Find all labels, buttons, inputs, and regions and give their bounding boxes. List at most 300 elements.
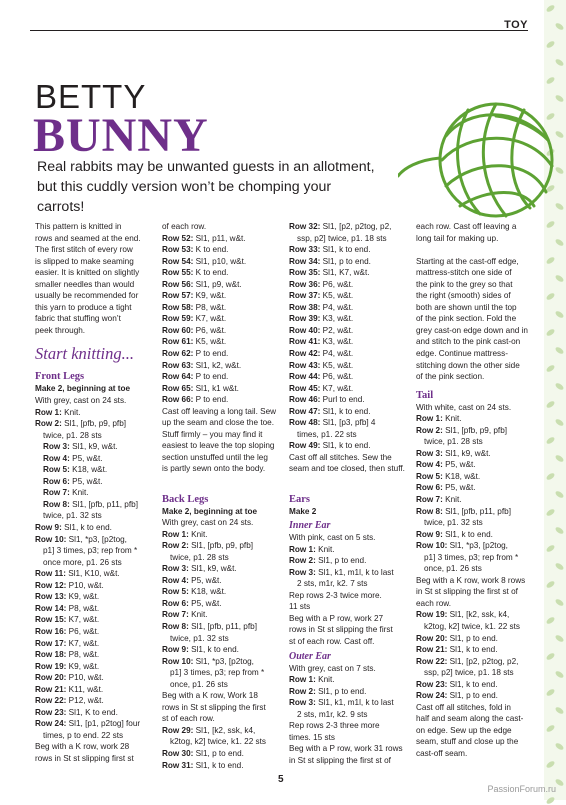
- body-text-line: seam, stuff and close up the: [416, 737, 519, 747]
- pattern-row: [162, 256, 290, 268]
- row-instruction: Sl1, K7, w&t.: [320, 268, 370, 278]
- row-instruction: Sl1, K10, w&t.: [65, 569, 120, 579]
- standfirst-line-1: Real rabbits may be unwanted guests in an allotment,: [37, 159, 375, 175]
- row-instruction: Sl1, *p3, [p2tog,: [193, 656, 254, 666]
- row-instruction: P to end.: [193, 372, 229, 382]
- row-label: Row 7:: [43, 488, 70, 498]
- body-text-line: Stuff firmly – you may find it: [162, 429, 263, 439]
- row-instruction: Sl1, p to end.: [447, 633, 498, 643]
- row-label: Row 55:: [162, 268, 194, 278]
- body-text-line: With white, cast on 24 sts.: [416, 402, 512, 412]
- row-instruction: Sl1, p to end.: [320, 256, 371, 266]
- pattern-row: [289, 371, 417, 383]
- row-instruction: Sl1, [pfb, p11, pfb]: [442, 506, 511, 516]
- pattern-row: [162, 621, 290, 633]
- pattern-row: [416, 482, 544, 494]
- row-label: Row 21:: [416, 645, 448, 655]
- row-label: Row 38:: [289, 302, 321, 312]
- row-label: Row 4:: [43, 453, 70, 463]
- body-text-line: in St st slipping the first st of: [289, 755, 391, 765]
- leaf-icon: [545, 724, 555, 733]
- pattern-row: [162, 383, 290, 395]
- pattern-row: [162, 244, 290, 256]
- row-instruction: K9, w&t.: [66, 592, 100, 602]
- pattern-row: [162, 267, 290, 279]
- header-rule: [30, 30, 528, 31]
- row-label: Row 4:: [416, 460, 443, 470]
- row-instruction: P6, w&t.: [66, 626, 100, 636]
- row-instruction: Sl1, [p3, pfb] 4: [320, 418, 376, 428]
- pattern-row: [416, 494, 544, 506]
- row-instruction: Sl1, k to end.: [188, 645, 239, 655]
- row-label: Row 1:: [289, 544, 316, 554]
- pattern-row: [162, 290, 290, 302]
- column-3: [289, 221, 417, 766]
- body-text-line: this yarn to produce a tight: [35, 302, 132, 312]
- leaf-icon: [554, 310, 564, 319]
- pattern-row: [162, 656, 290, 668]
- body-text-line: once, p1. 26 sts: [424, 564, 482, 574]
- row-label: Row 3:: [289, 567, 316, 577]
- pattern-row: [162, 394, 290, 406]
- body-text-line: Starting at the cast-off edge,: [416, 256, 519, 266]
- pattern-row: [162, 598, 290, 610]
- row-label: Row 1:: [289, 675, 316, 685]
- row-instruction: Knit.: [442, 494, 462, 504]
- row-label: Row 39:: [289, 314, 321, 324]
- pattern-heading: Front Legs: [35, 371, 85, 383]
- pattern-row: [162, 279, 290, 291]
- row-label: Row 33:: [289, 245, 321, 255]
- row-label: Row 37:: [289, 291, 321, 301]
- pattern-row: [416, 459, 544, 471]
- row-instruction: P6, w&t.: [193, 325, 227, 335]
- body-text-line: up the seam and close the toe.: [162, 418, 274, 428]
- spacer: [289, 475, 417, 487]
- pattern-row: [35, 418, 163, 430]
- row-instruction: P to end.: [193, 395, 229, 405]
- body-text-line: Beg with a K row, work 28: [35, 742, 130, 752]
- pattern-row: [35, 487, 163, 499]
- leaf-icon: [545, 400, 555, 409]
- row-label: Row 18:: [35, 650, 67, 660]
- row-instruction: P5, w&t.: [442, 460, 476, 470]
- row-instruction: Sl1, k1, m1l, k to last: [315, 567, 394, 577]
- row-label: Row 8:: [162, 622, 189, 631]
- pattern-row: [35, 441, 163, 453]
- pattern-row: [289, 279, 417, 291]
- body-text-line: 11 sts: [289, 602, 311, 612]
- pattern-row: [35, 591, 163, 603]
- row-label: Row 3:: [289, 698, 316, 708]
- row-label: Row 10:: [35, 534, 67, 544]
- section-label: TOY: [504, 19, 528, 31]
- row-instruction: P5, w&t.: [442, 483, 476, 493]
- body-text-line: the right (smooth) sides of: [416, 291, 511, 301]
- row-instruction: Knit.: [188, 610, 208, 620]
- row-instruction: P5, w&t.: [188, 575, 222, 585]
- row-instruction: Sl1, p to end.: [315, 686, 367, 696]
- row-label: Row 9:: [416, 529, 443, 539]
- leaf-icon: [554, 598, 564, 607]
- pattern-row: [35, 407, 163, 419]
- row-label: Row 59:: [162, 314, 194, 324]
- row-instruction: Sl1, p10, w&t.: [193, 256, 247, 266]
- leaf-icon: [554, 22, 564, 31]
- row-instruction: Sl1, [k2, ssk, k4,: [193, 725, 256, 735]
- row-label: Row 36:: [289, 279, 321, 289]
- body-text-line: twice, p1. 32 sts: [170, 633, 229, 643]
- pattern-row: [289, 555, 417, 567]
- leaf-icon: [554, 454, 564, 463]
- pattern-row: [289, 697, 417, 709]
- row-label: Row 48:: [289, 418, 321, 428]
- row-label: Row 5:: [43, 465, 70, 475]
- pattern-row: [416, 690, 544, 702]
- row-label: Row 45:: [289, 383, 321, 393]
- row-instruction: K11, w&t.: [66, 684, 104, 694]
- row-instruction: K5, w&t.: [320, 291, 354, 301]
- row-label: Row 15:: [35, 615, 67, 625]
- row-instruction: Sl1, *p3, [p2tog,: [447, 541, 508, 551]
- body-text-line: Rep rows 2-3 three more: [289, 721, 380, 731]
- body-text-line: and stitch to the pink cast-on: [416, 337, 521, 347]
- pattern-row: [289, 267, 417, 279]
- body-text-line: k2tog, k2] twice, k1. 22 sts: [170, 737, 267, 747]
- body-text-line: st of each row. Cast off.: [289, 637, 375, 646]
- row-label: Row 2:: [162, 541, 189, 551]
- body-text-line: usually be recommended for: [35, 291, 139, 301]
- pattern-row: [35, 649, 163, 661]
- body-text-line: With grey, cast on 7 sts.: [289, 663, 376, 673]
- pattern-row: [162, 371, 290, 383]
- body-text-line: This pattern is knitted in: [35, 222, 122, 231]
- row-label: Row 35:: [289, 268, 321, 278]
- body-text-line: times. 15 sts: [289, 732, 335, 742]
- pattern-row: [35, 603, 163, 615]
- pattern-row: [162, 644, 290, 656]
- row-label: Row 6:: [416, 483, 443, 493]
- row-instruction: Sl1, k to end.: [193, 760, 244, 770]
- row-label: Row 3:: [162, 564, 189, 574]
- body-text-line: each row. Cast off leaving a: [416, 222, 517, 231]
- pattern-row: [416, 540, 544, 552]
- row-label: Row 22:: [416, 656, 448, 666]
- body-text-line: stitching down the other side: [416, 360, 520, 370]
- pattern-row: [35, 684, 163, 696]
- row-label: Row 10:: [416, 541, 448, 551]
- pattern-row: [162, 725, 290, 737]
- row-label: Row 1:: [35, 407, 62, 417]
- row-label: Row 16:: [35, 626, 67, 636]
- standfirst: [37, 157, 377, 217]
- row-instruction: K to end.: [193, 268, 229, 278]
- body-text-line: twice, p1. 32 sts: [43, 511, 102, 521]
- row-instruction: Knit.: [442, 414, 462, 424]
- leaf-icon: [545, 76, 555, 85]
- row-label: Row 17:: [35, 638, 67, 648]
- row-label: Row 61:: [162, 337, 194, 347]
- row-label: Row 23:: [416, 679, 448, 689]
- pattern-row: [416, 506, 544, 518]
- make-instruction: Make 2, beginning at toe: [162, 506, 258, 516]
- row-instruction: Sl1, [pfb, p11, pfb]: [188, 622, 257, 631]
- body-text-line: Cast off all stitches, fold in: [416, 702, 511, 712]
- body-text-line: rows in St st slipping first st: [35, 753, 134, 763]
- row-instruction: Sl1, k to end.: [61, 523, 112, 533]
- pattern-row: [162, 540, 290, 552]
- leaf-icon: [554, 706, 564, 715]
- row-label: Row 31:: [162, 760, 194, 770]
- row-label: Row 2:: [289, 556, 316, 566]
- row-label: Row 52:: [162, 233, 194, 243]
- pattern-row: [289, 440, 417, 452]
- pattern-row: [289, 686, 417, 698]
- body-text-line: st of each row.: [162, 714, 215, 724]
- body-text-line: With grey, cast on 24 sts.: [35, 396, 127, 406]
- pattern-row: [289, 417, 417, 429]
- body-text-line: each row.: [416, 598, 452, 608]
- pattern-row: [35, 499, 163, 511]
- row-instruction: Sl1, k9, w&t.: [69, 442, 118, 452]
- body-text-line: The first stitch of every row: [35, 245, 133, 255]
- pattern-row: [289, 313, 417, 325]
- row-instruction: K7, w&t.: [320, 383, 354, 393]
- body-text-line: of each row.: [162, 222, 207, 231]
- row-label: Row 3:: [416, 448, 443, 458]
- row-instruction: P2, w&t.: [320, 325, 354, 335]
- leaf-icon: [545, 508, 555, 517]
- row-instruction: K9, w&t.: [193, 291, 227, 301]
- row-instruction: P10, w&t.: [66, 580, 104, 590]
- row-instruction: P6, w&t.: [320, 279, 354, 289]
- leaf-icon: [554, 670, 564, 679]
- pattern-row: [289, 383, 417, 395]
- pattern-row: [35, 661, 163, 673]
- row-instruction: K7, w&t.: [193, 314, 227, 324]
- row-instruction: Sl1, k to end.: [320, 441, 371, 451]
- pattern-row: [416, 644, 544, 656]
- row-label: Row 2:: [35, 419, 62, 429]
- pattern-row: [162, 586, 290, 598]
- row-instruction: P8, w&t.: [66, 603, 100, 613]
- body-text-line: rows in St st slipping the first: [289, 625, 393, 635]
- row-label: Row 30:: [162, 749, 194, 759]
- row-label: Row 2:: [416, 425, 443, 435]
- row-label: Row 32:: [289, 222, 321, 231]
- pattern-row: [162, 360, 290, 372]
- row-label: Row 63:: [162, 360, 194, 370]
- pattern-row: [289, 244, 417, 256]
- row-instruction: P8, w&t.: [193, 302, 227, 312]
- column-2: [162, 221, 290, 771]
- title-line-1: BETTY: [35, 78, 147, 115]
- body-text-line: seam and toe closed, then stuff.: [289, 464, 405, 474]
- pattern-row: [416, 679, 544, 691]
- row-label: Row 5:: [162, 587, 189, 597]
- body-text-line: easiest to leave the top sloping: [162, 441, 275, 451]
- row-label: Row 7:: [162, 610, 189, 620]
- pattern-row: [289, 290, 417, 302]
- pattern-row: [289, 325, 417, 337]
- row-label: Row 1:: [162, 529, 189, 539]
- row-label: Row 54:: [162, 256, 194, 266]
- pattern-row: [289, 544, 417, 556]
- row-label: Row 49:: [289, 441, 321, 451]
- body-text-line: Beg with a K row, Work 18: [162, 691, 258, 701]
- row-instruction: P4, w&t.: [320, 302, 354, 312]
- pattern-row: [289, 567, 417, 579]
- watermark: PassionForum.ru: [487, 784, 556, 794]
- row-label: Row 4:: [162, 575, 189, 585]
- pattern-row: [289, 674, 417, 686]
- pattern-heading: Ears: [289, 493, 310, 505]
- standfirst-line-2: but this cuddly version won’t be chomping your carrots!: [37, 179, 332, 215]
- pattern-heading: Tail: [416, 389, 434, 401]
- row-label: Row 2:: [289, 686, 316, 696]
- row-label: Row 5:: [416, 471, 443, 481]
- pattern-row: [162, 302, 290, 314]
- pattern-row: [289, 221, 417, 233]
- leaf-icon: [554, 58, 564, 67]
- leaf-icon: [545, 436, 555, 445]
- pattern-row: [416, 425, 544, 437]
- pattern-row: [289, 394, 417, 406]
- section-heading: Start knitting...: [35, 344, 134, 364]
- pattern-row: [35, 522, 163, 534]
- body-text-line: easier. It is knitted on slightly: [35, 268, 140, 278]
- row-instruction: Sl1, [pfb, p9, pfb]: [188, 541, 254, 551]
- pattern-row: [162, 325, 290, 337]
- row-label: Row 10:: [162, 656, 194, 666]
- body-text-line: Cast off leaving a long tail. Sew: [162, 406, 277, 416]
- body-text-line: Beg with a P row, work 31 rows: [289, 744, 403, 754]
- pattern-row: [162, 233, 290, 245]
- row-label: Row 12:: [35, 580, 67, 590]
- row-instruction: K7, w&t.: [66, 638, 100, 648]
- body-text-line: With grey, cast on 24 sts.: [162, 518, 254, 528]
- row-instruction: P10, w&t.: [66, 673, 104, 683]
- row-instruction: P8, w&t.: [66, 650, 100, 660]
- leaf-icon: [554, 490, 564, 499]
- row-instruction: Sl1, k1, m1l, k to last: [315, 698, 394, 708]
- row-instruction: Knit.: [69, 488, 89, 498]
- leaf-icon: [545, 364, 555, 373]
- body-text-line: rows and seamed at the end.: [35, 233, 141, 243]
- row-label: Row 6:: [43, 476, 70, 486]
- row-instruction: Sl1, p9, w&t.: [193, 279, 242, 289]
- pattern-row: [35, 672, 163, 684]
- row-instruction: Sl1, k to end.: [447, 679, 498, 689]
- spacer: [416, 244, 544, 256]
- row-label: Row 24:: [35, 719, 67, 729]
- row-instruction: Sl1, *p3, [p2tog,: [66, 534, 127, 544]
- body-text-line: Beg with a P row, work 27: [289, 613, 384, 623]
- body-text-line: Beg with a K row, work 8 rows: [416, 575, 526, 585]
- body-text-line: half and seam along the cast-: [416, 714, 524, 724]
- row-instruction: K3, w&t.: [320, 314, 354, 324]
- column-4: [416, 221, 544, 760]
- row-label: Row 29:: [162, 725, 194, 735]
- row-label: Row 53:: [162, 245, 194, 255]
- row-label: Row 9:: [35, 523, 62, 533]
- leaf-icon: [554, 562, 564, 571]
- row-instruction: Sl1, p to end.: [315, 556, 367, 566]
- yarn-ball-icon: [398, 88, 566, 228]
- pattern-row: [416, 471, 544, 483]
- pattern-row: [416, 448, 544, 460]
- pattern-row: [35, 638, 163, 650]
- body-text-line: fabric that stuffing won’t: [35, 314, 121, 324]
- row-label: Row 57:: [162, 291, 194, 301]
- leaf-icon: [554, 418, 564, 427]
- row-label: Row 19:: [35, 661, 67, 671]
- leaf-icon: [545, 688, 555, 697]
- pattern-subheading: Inner Ear: [289, 520, 331, 532]
- pattern-row: [35, 534, 163, 546]
- pattern-row: [289, 336, 417, 348]
- pattern-row: [162, 313, 290, 325]
- row-label: Row 47:: [289, 406, 321, 416]
- pattern-row: [162, 575, 290, 587]
- pattern-row: [35, 476, 163, 488]
- body-text-line: grey cast-on edge down and in: [416, 325, 528, 335]
- pattern-row: [416, 529, 544, 541]
- body-text-line: section unstuffed until the leg: [162, 452, 268, 462]
- body-text-line: cast-off seam.: [416, 749, 468, 759]
- body-text-line: twice, p1. 28 sts: [170, 552, 229, 562]
- pattern-row: [162, 760, 290, 772]
- body-text-line: of the pink section. Fold the: [416, 314, 517, 324]
- row-label: Row 8:: [43, 499, 70, 509]
- body-text-line: p1] 3 times, p3; rep from *: [43, 546, 138, 556]
- body-text-line: 2 sts, m1r, k2. 7 sts: [297, 579, 368, 589]
- pattern-row: [162, 348, 290, 360]
- leaf-icon: [554, 634, 564, 643]
- row-instruction: P to end.: [193, 349, 229, 359]
- body-text-line: on edge. Sew up the edge: [416, 725, 512, 735]
- row-label: Row 42:: [289, 349, 321, 359]
- row-label: Row 3:: [43, 442, 70, 452]
- leaf-icon: [545, 760, 555, 769]
- body-text-line: long tail for making up.: [416, 233, 499, 243]
- pattern-subheading: Outer Ear: [289, 650, 331, 662]
- row-label: Row 58:: [162, 302, 194, 312]
- row-label: Row 41:: [289, 337, 321, 347]
- body-text-line: twice, p1. 32 sts: [424, 518, 483, 528]
- pattern-row: [416, 413, 544, 425]
- pattern-row: [35, 580, 163, 592]
- pattern-row: [35, 464, 163, 476]
- row-label: Row 20:: [416, 633, 448, 643]
- row-instruction: Sl1, p to end.: [447, 691, 498, 701]
- leaf-icon: [554, 526, 564, 535]
- body-text-line: mattress-stitch one side of: [416, 268, 512, 278]
- leaf-icon: [554, 238, 564, 247]
- row-instruction: Sl1, [p1, p2tog] four: [66, 719, 141, 729]
- row-instruction: Sl1, [pfb, p9, pfb]: [61, 419, 127, 429]
- pattern-row: [416, 609, 544, 621]
- row-label: Row 13:: [35, 592, 67, 602]
- body-text-line: ssp, p2] twice, p1. 18 sts: [297, 233, 387, 243]
- row-instruction: Sl1, [pfb, p11, pfb]: [69, 499, 138, 509]
- row-label: Row 43:: [289, 360, 321, 370]
- leaf-icon: [545, 472, 555, 481]
- row-instruction: K18, w&t.: [69, 465, 108, 475]
- row-instruction: Sl1, k to end.: [442, 529, 493, 539]
- title-line-2: BUNNY: [33, 109, 209, 162]
- row-instruction: K5, w&t.: [320, 360, 354, 370]
